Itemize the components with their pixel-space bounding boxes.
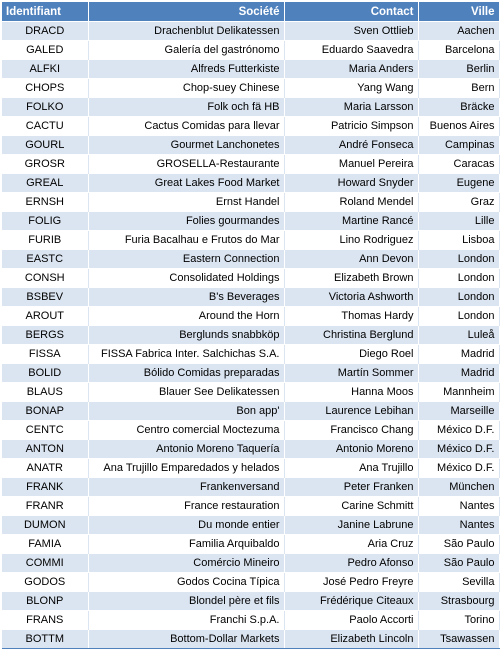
cell-contact: Victoria Ashworth (284, 288, 418, 307)
cell-identifiant: BOLID (2, 364, 88, 383)
table-row[interactable] (2, 535, 499, 554)
table-row[interactable] (2, 212, 499, 231)
cell-identifiant: FAMIA (2, 535, 88, 554)
cell-ville: Berlin (418, 60, 499, 79)
table-row[interactable] (2, 155, 499, 174)
cell-ville: München (418, 478, 499, 497)
cell-societe: Alfreds Futterkiste (88, 60, 284, 79)
cell-contact: Ana Trujillo (284, 459, 418, 478)
cell-societe: FISSA Fabrica Inter. Salchichas S.A. (88, 345, 284, 364)
cell-contact: Diego Roel (284, 345, 418, 364)
table-row[interactable] (2, 345, 499, 364)
cell-societe: Centro comercial Moctezuma (88, 421, 284, 440)
table-row[interactable] (2, 231, 499, 250)
cell-societe: Chop-suey Chinese (88, 79, 284, 98)
cell-societe: Blondel père et fils (88, 592, 284, 611)
table-row[interactable] (2, 554, 499, 573)
table-row[interactable] (2, 79, 499, 98)
cell-ville: London (418, 269, 499, 288)
cell-contact: Laurence Lebihan (284, 402, 418, 421)
cell-societe: Around the Horn (88, 307, 284, 326)
cell-identifiant: BONAP (2, 402, 88, 421)
table-row[interactable] (2, 269, 499, 288)
cell-identifiant: CONSH (2, 269, 88, 288)
cell-ville: Lisboa (418, 231, 499, 250)
cell-societe: B's Beverages (88, 288, 284, 307)
cell-identifiant: ANTON (2, 440, 88, 459)
table-row[interactable] (2, 440, 499, 459)
cell-contact: Manuel Pereira (284, 155, 418, 174)
table-body (2, 22, 499, 649)
cell-ville: Nantes (418, 516, 499, 535)
cell-ville: Aachen (418, 22, 499, 41)
cell-ville: Campinas (418, 136, 499, 155)
customer-table (2, 2, 500, 649)
cell-contact: Maria Anders (284, 60, 418, 79)
table-row[interactable] (2, 478, 499, 497)
cell-societe: Great Lakes Food Market (88, 174, 284, 193)
cell-societe: Bon app' (88, 402, 284, 421)
cell-identifiant: BOTTM (2, 630, 88, 649)
cell-ville: Bräcke (418, 98, 499, 117)
cell-contact: Janine Labrune (284, 516, 418, 535)
cell-contact: Patricio Simpson (284, 117, 418, 136)
cell-societe: Folk och fä HB (88, 98, 284, 117)
cell-identifiant: ALFKI (2, 60, 88, 79)
table-row[interactable] (2, 630, 499, 649)
cell-identifiant: BSBEV (2, 288, 88, 307)
cell-societe: Bólido Comidas preparadas (88, 364, 284, 383)
table-row[interactable] (2, 60, 499, 79)
cell-contact: Sven Ottlieb (284, 22, 418, 41)
cell-identifiant: COMMI (2, 554, 88, 573)
cell-ville: Nantes (418, 497, 499, 516)
cell-ville: Mannheim (418, 383, 499, 402)
table-row[interactable] (2, 459, 499, 478)
cell-contact: Howard Snyder (284, 174, 418, 193)
table-row[interactable] (2, 41, 499, 60)
cell-ville: London (418, 288, 499, 307)
cell-contact: José Pedro Freyre (284, 573, 418, 592)
cell-societe: Antonio Moreno Taquería (88, 440, 284, 459)
cell-contact: André Fonseca (284, 136, 418, 155)
cell-ville: London (418, 250, 499, 269)
cell-ville: Tsawassen (418, 630, 499, 649)
header-ville[interactable]: Ville (418, 2, 499, 22)
cell-contact: Martín Sommer (284, 364, 418, 383)
cell-ville: Sevilla (418, 573, 499, 592)
cell-identifiant: BERGS (2, 326, 88, 345)
table-row[interactable] (2, 193, 499, 212)
cell-contact: Frédérique Citeaux (284, 592, 418, 611)
cell-identifiant: DRACD (2, 22, 88, 41)
cell-contact: Elizabeth Brown (284, 269, 418, 288)
cell-identifiant: ANATR (2, 459, 88, 478)
cell-ville: London (418, 307, 499, 326)
cell-contact: Peter Franken (284, 478, 418, 497)
cell-identifiant: GREAL (2, 174, 88, 193)
cell-societe: Folies gourmandes (88, 212, 284, 231)
cell-ville: México D.F. (418, 459, 499, 478)
cell-ville: São Paulo (418, 535, 499, 554)
cell-identifiant: FOLIG (2, 212, 88, 231)
cell-identifiant: GROSR (2, 155, 88, 174)
cell-identifiant: BLAUS (2, 383, 88, 402)
cell-societe: Cactus Comidas para llevar (88, 117, 284, 136)
table-row[interactable] (2, 98, 499, 117)
cell-identifiant: AROUT (2, 307, 88, 326)
table-row[interactable] (2, 592, 499, 611)
cell-contact: Francisco Chang (284, 421, 418, 440)
cell-ville: Luleå (418, 326, 499, 345)
cell-contact: Roland Mendel (284, 193, 418, 212)
cell-societe: Furia Bacalhau e Frutos do Mar (88, 231, 284, 250)
table-row[interactable] (2, 516, 499, 535)
header-identifiant[interactable]: Identifiant (2, 2, 88, 22)
header-societe[interactable]: Société (88, 2, 284, 22)
cell-societe: Franchi S.p.A. (88, 611, 284, 630)
cell-identifiant: FRANR (2, 497, 88, 516)
cell-ville: Marseille (418, 402, 499, 421)
cell-identifiant: FURIB (2, 231, 88, 250)
cell-societe: Ernst Handel (88, 193, 284, 212)
cell-ville: Eugene (418, 174, 499, 193)
cell-contact: Hanna Moos (284, 383, 418, 402)
cell-contact: Maria Larsson (284, 98, 418, 117)
table-row[interactable] (2, 497, 499, 516)
cell-societe: France restauration (88, 497, 284, 516)
cell-societe: Eastern Connection (88, 250, 284, 269)
cell-societe: Blauer See Delikatessen (88, 383, 284, 402)
table-row[interactable] (2, 174, 499, 193)
cell-identifiant: CENTC (2, 421, 88, 440)
header-row (2, 2, 499, 22)
table-row[interactable] (2, 383, 499, 402)
table-row[interactable] (2, 117, 499, 136)
cell-contact: Elizabeth Lincoln (284, 630, 418, 649)
cell-societe: Comércio Mineiro (88, 554, 284, 573)
cell-identifiant: GALED (2, 41, 88, 60)
cell-societe: Familia Arquibaldo (88, 535, 284, 554)
cell-societe: GROSELLA-Restaurante (88, 155, 284, 174)
table-row[interactable] (2, 364, 499, 383)
cell-societe: Frankenversand (88, 478, 284, 497)
cell-identifiant: CHOPS (2, 79, 88, 98)
cell-societe: Galería del gastrónomo (88, 41, 284, 60)
cell-identifiant: FRANK (2, 478, 88, 497)
cell-contact: Carine Schmitt (284, 497, 418, 516)
cell-identifiant: FISSA (2, 345, 88, 364)
table-row[interactable] (2, 326, 499, 345)
cell-identifiant: FRANS (2, 611, 88, 630)
cell-identifiant: BLONP (2, 592, 88, 611)
cell-societe: Consolidated Holdings (88, 269, 284, 288)
cell-ville: México D.F. (418, 421, 499, 440)
cell-contact: Thomas Hardy (284, 307, 418, 326)
table-row[interactable] (2, 573, 499, 592)
table-row[interactable] (2, 288, 499, 307)
cell-contact: Aria Cruz (284, 535, 418, 554)
cell-identifiant: ERNSH (2, 193, 88, 212)
cell-identifiant: EASTC (2, 250, 88, 269)
cell-societe: Berglunds snabbköp (88, 326, 284, 345)
cell-ville: Bern (418, 79, 499, 98)
cell-contact: Eduardo Saavedra (284, 41, 418, 60)
cell-ville: Madrid (418, 345, 499, 364)
cell-societe: Bottom-Dollar Markets (88, 630, 284, 649)
cell-contact: Martine Rancé (284, 212, 418, 231)
table-row[interactable] (2, 22, 499, 41)
cell-ville: Caracas (418, 155, 499, 174)
cell-ville: Torino (418, 611, 499, 630)
cell-ville: México D.F. (418, 440, 499, 459)
cell-contact: Yang Wang (284, 79, 418, 98)
table-row[interactable] (2, 250, 499, 269)
cell-societe: Ana Trujillo Emparedados y helados (88, 459, 284, 478)
table-row[interactable] (2, 421, 499, 440)
cell-contact: Ann Devon (284, 250, 418, 269)
cell-identifiant: DUMON (2, 516, 88, 535)
table-row[interactable] (2, 307, 499, 326)
cell-ville: Graz (418, 193, 499, 212)
table-row[interactable] (2, 136, 499, 155)
cell-contact: Christina Berglund (284, 326, 418, 345)
cell-identifiant: CACTU (2, 117, 88, 136)
cell-ville: Barcelona (418, 41, 499, 60)
cell-identifiant: GODOS (2, 573, 88, 592)
cell-contact: Paolo Accorti (284, 611, 418, 630)
cell-societe: Godos Cocina Típica (88, 573, 284, 592)
cell-ville: Buenos Aires (418, 117, 499, 136)
cell-societe: Du monde entier (88, 516, 284, 535)
customer-table-container (2, 2, 499, 649)
cell-identifiant: FOLKO (2, 98, 88, 117)
cell-societe: Drachenblut Delikatessen (88, 22, 284, 41)
table-row[interactable] (2, 611, 499, 630)
cell-ville: Strasbourg (418, 592, 499, 611)
cell-contact: Lino Rodriguez (284, 231, 418, 250)
cell-ville: Lille (418, 212, 499, 231)
cell-ville: São Paulo (418, 554, 499, 573)
table-row[interactable] (2, 402, 499, 421)
header-contact[interactable]: Contact (284, 2, 418, 22)
cell-ville: Madrid (418, 364, 499, 383)
cell-contact: Antonio Moreno (284, 440, 418, 459)
cell-societe: Gourmet Lanchonetes (88, 136, 284, 155)
cell-contact: Pedro Afonso (284, 554, 418, 573)
cell-identifiant: GOURL (2, 136, 88, 155)
